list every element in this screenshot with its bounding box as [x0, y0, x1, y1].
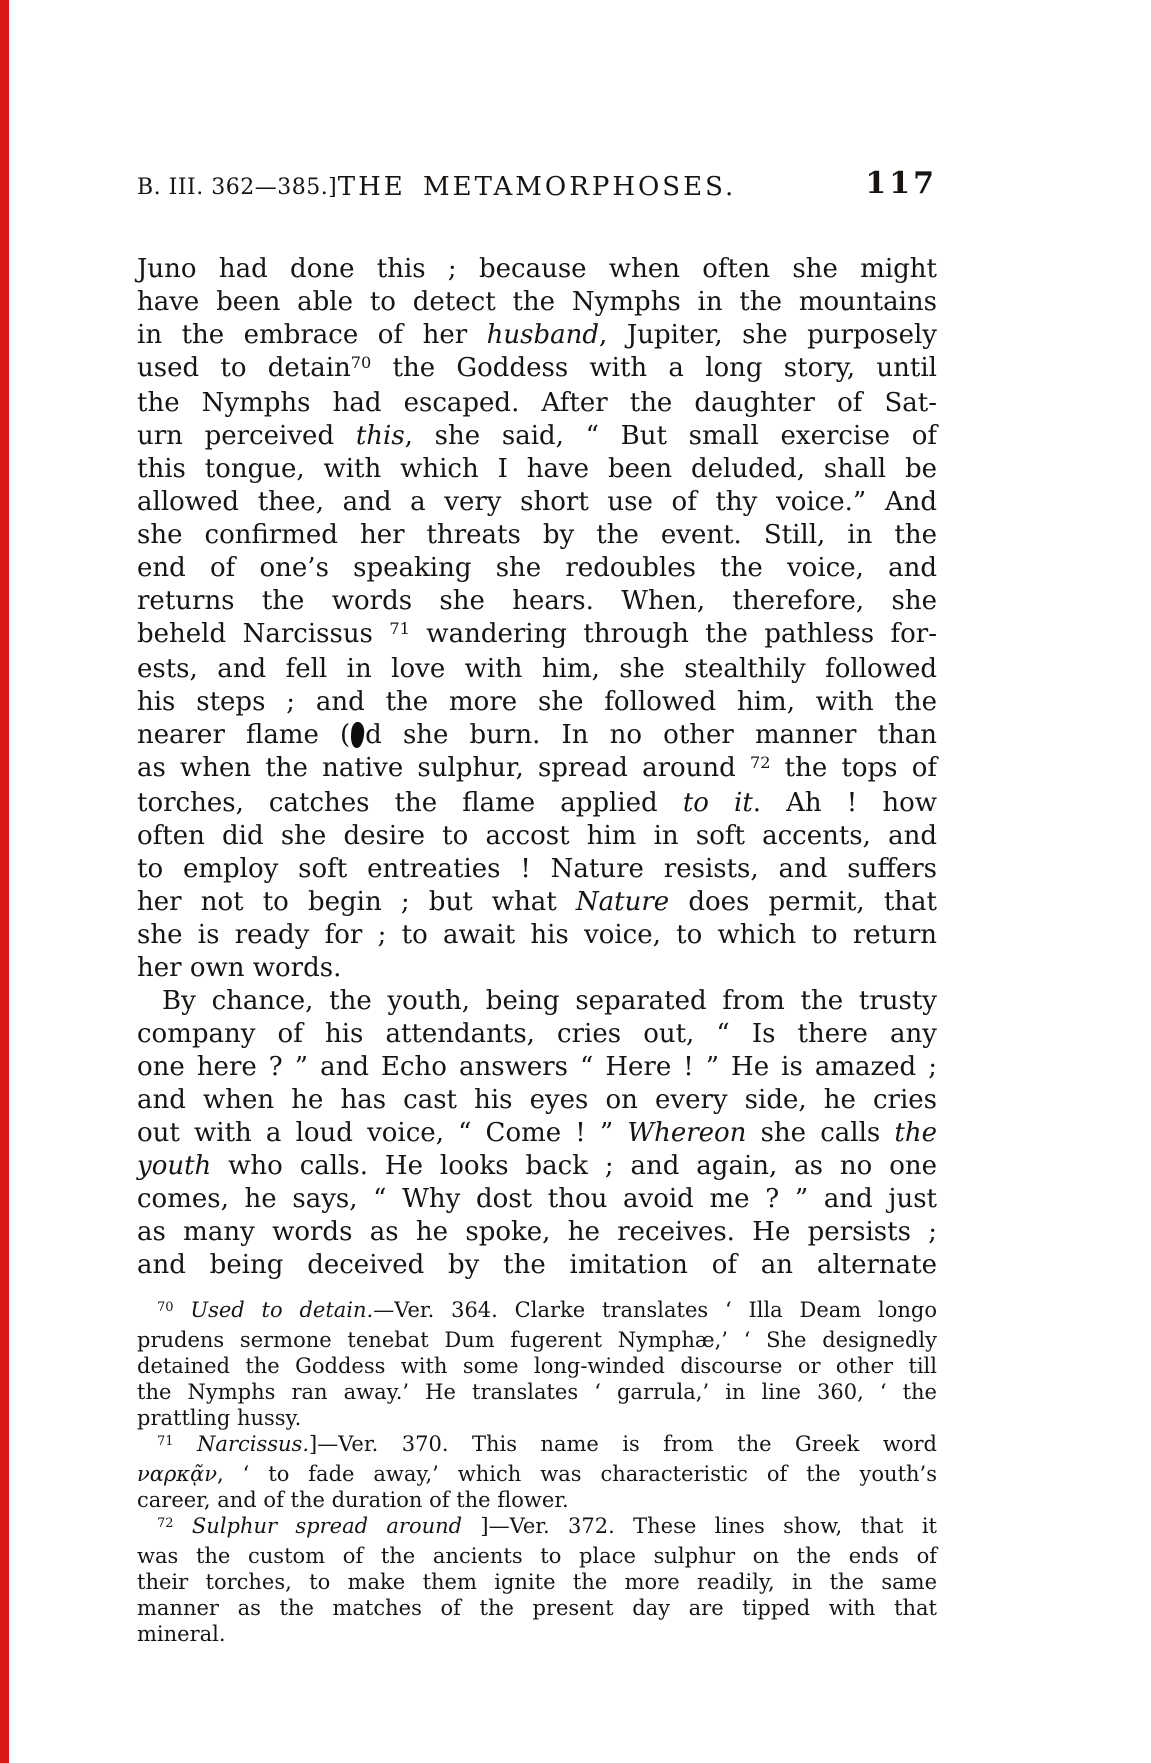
header-title: THE METAMORPHOSES. — [337, 172, 737, 202]
text-line: youth who calls. He looks back ; and again, as no one — [137, 1151, 937, 1181]
text-line: By chance, the youth, being separated from the trusty — [162, 986, 937, 1016]
body-text — [137, 253, 937, 1282]
text-line: their torches, to make them ignite the more readily, in the same — [137, 1570, 937, 1594]
italic-text: Sulphur spread around — [191, 1514, 463, 1538]
italic-text: youth — [137, 1151, 212, 1181]
text-line: one here ? ” and Echo answers “ Here ! ” He is amazed ; — [137, 1052, 937, 1082]
text-line: ests, and fell in love with him, she stealthily followed — [137, 654, 937, 684]
text-line: end of one’s speaking she redoubles the voice, and — [137, 553, 937, 583]
text-line: she is ready for ; to await his voice, to which to return — [137, 920, 937, 950]
text-line: and being deceived by the imitation of an alternate — [137, 1250, 937, 1280]
text-line: career, and of the duration of the flower. — [137, 1488, 569, 1512]
text-line: manner as the matches of the present day are tipped with that — [137, 1596, 937, 1620]
text-line: urn perceived this, she said, “ But small exercise of — [137, 421, 937, 451]
text-line: the Nymphs had escaped. After the daughter of Sat- — [137, 388, 937, 418]
ink-blot — [350, 721, 365, 748]
text-line: Juno had done this ; because when often she might — [137, 254, 937, 284]
text-line: to employ soft entreaties ! Nature resists, and suffers — [137, 854, 937, 884]
text-line: detained the Goddess with some long-winded discourse or other till — [137, 1354, 937, 1378]
text-line: often did she desire to accost him in soft accents, and — [137, 821, 937, 851]
running-header — [137, 166, 937, 204]
text-line: prudens sermone tenebat Dum fugerent Nymphæ,’ ‘ She designedly — [137, 1328, 937, 1352]
text-line: used to detain$^{70}$ the Goddess with a long story, until — [137, 352, 937, 383]
text-line: as many words as he spoke, he receives. He persists ; — [137, 1217, 937, 1247]
text-line: her not to begin ; but what Nature does permit, that — [137, 887, 937, 917]
italic-text: this — [355, 421, 405, 451]
text-line: nearer flame ( d she burn. In no other manner than — [137, 720, 937, 750]
footnote-reference: 71 — [389, 618, 410, 638]
italic-text: to it — [682, 788, 753, 818]
text-line: his steps ; and the more she followed him, with the — [137, 687, 937, 717]
header-page-number: 117 — [865, 166, 937, 201]
text-line: out with a loud voice, “ Come ! ” Whereon she calls the — [137, 1118, 938, 1148]
footnote-reference: 70 — [157, 1299, 174, 1315]
text-line: company of his attendants, cries out, “ Is there any — [137, 1019, 937, 1049]
text-line: $^{72}$ Sulphur spread around ]—Ver. 372. These lines show, that it — [157, 1514, 937, 1538]
text-line: was the custom of the ancients to place sulphur on the ends of — [137, 1544, 937, 1568]
italic-text: Used to detain. — [190, 1298, 374, 1322]
greek-text: ναρκᾷν — [137, 1462, 218, 1486]
text-line: mineral. — [137, 1622, 226, 1646]
text-line: allowed thee, and a very short use of thy voice.” And — [137, 487, 937, 517]
text-line: and when he has cast his eyes on every side, he cries — [137, 1085, 937, 1115]
page-content — [137, 166, 938, 1647]
footnote-reference: 72 — [157, 1515, 174, 1531]
text-line: in the embrace of her husband, Jupiter, she purposely — [137, 320, 937, 350]
text-line: the Nymphs ran away.’ He translates ‘ garrula,’ in line 360, ‘ the — [137, 1380, 937, 1404]
text-line: comes, he says, “ Why dost thou avoid me ? ” and just — [137, 1184, 937, 1214]
text-line: her own words. — [137, 953, 342, 983]
footnotes — [137, 1297, 937, 1647]
text-line: prattling hussy. — [137, 1406, 302, 1430]
text-line: $^{71}$ Narcissus.]—Ver. 370. This name is from the Greek word — [157, 1432, 937, 1456]
italic-text: Nature — [575, 887, 670, 917]
header-book-line-reference: B. III. 362—385.] — [137, 175, 338, 200]
text-line: ναρκᾷν, ‘ to fade away,’ which was characteristic of the youth’s — [137, 1462, 937, 1486]
text-line: she confirmed her threats by the event. Still, in the — [137, 520, 937, 550]
italic-text: Narcissus. — [197, 1432, 309, 1456]
footnote-reference: 72 — [749, 752, 771, 772]
footnote-reference: 70 — [350, 352, 372, 372]
text-line: beheld Narcissus $^{71}$ wandering through the pathless for- — [137, 618, 937, 649]
text-line: this tongue, with which I have been deluded, shall be — [137, 454, 937, 484]
footnote-reference: 71 — [157, 1433, 174, 1449]
text-line: returns the words she hears. When, therefore, she — [137, 586, 937, 616]
italic-text: the — [894, 1118, 938, 1148]
text-line: $^{70}$ Used to detain.—Ver. 364. Clarke translates ‘ Illa Deam longo — [157, 1298, 937, 1322]
text-line: have been able to detect the Nymphs in the mountains — [137, 287, 937, 317]
text-line: torches, catches the flame applied to it. Ah ! how — [137, 788, 937, 818]
italic-text: husband — [486, 320, 600, 350]
italic-text: Whereon — [627, 1118, 747, 1148]
scan-edge-bar — [0, 0, 9, 1763]
text-line: as when the native sulphur, spread around $^{72}$ the tops of — [137, 752, 937, 783]
